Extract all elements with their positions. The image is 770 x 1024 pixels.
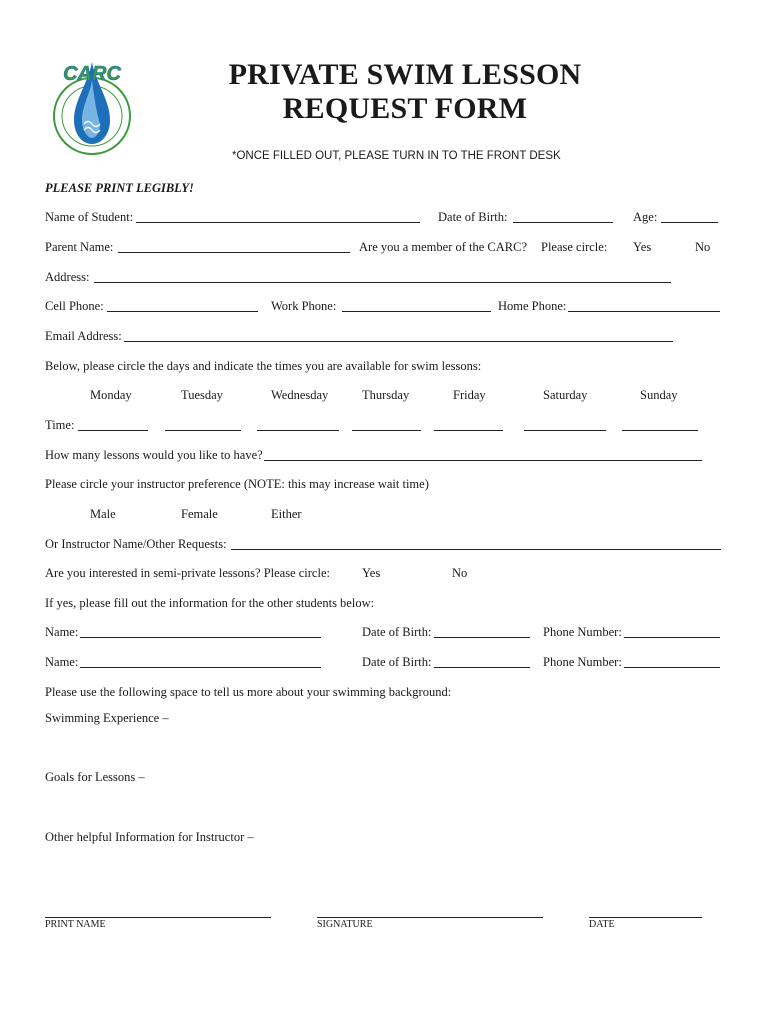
signature-label: SIGNATURE (317, 919, 373, 930)
other-student-1-name-label: Name: (45, 625, 79, 639)
print-legibly-note: PLEASE PRINT LEGIBLY! (45, 181, 194, 195)
time-field-saturday[interactable] (524, 430, 606, 431)
semi-private-no-option[interactable]: No (452, 566, 468, 580)
age-label: Age: (633, 210, 658, 224)
print-name-label: PRINT NAME (45, 919, 106, 930)
instructor-option-male[interactable]: Male (90, 507, 116, 521)
other-student-2-phone-field[interactable] (624, 667, 720, 668)
instructor-preference-prompt: Please circle your instructor preference (NOTE: this may increase wait time) (45, 477, 429, 491)
student-name-field[interactable] (136, 222, 420, 223)
member-no-option[interactable]: No (695, 240, 711, 254)
lessons-count-label: How many lessons would you like to have? (45, 448, 263, 462)
other-student-2-name-field[interactable] (80, 667, 321, 668)
form-title-line2: REQUEST FORM (282, 92, 528, 125)
time-field-monday[interactable] (78, 430, 148, 431)
print-name-field[interactable] (45, 917, 271, 918)
instructor-option-female[interactable]: Female (181, 507, 218, 521)
time-field-thursday[interactable] (352, 430, 421, 431)
address-label: Address: (45, 270, 90, 284)
date-label: DATE (589, 919, 615, 930)
logo-text: CARC (63, 63, 121, 85)
availability-prompt: Below, please circle the days and indicate the times you are available for swim lessons: (45, 359, 482, 373)
lessons-count-field[interactable] (264, 460, 702, 461)
dob-label: Date of Birth: (438, 210, 508, 224)
day-friday[interactable]: Friday (453, 388, 486, 402)
home-phone-label: Home Phone: (498, 299, 567, 313)
turn-in-note: *ONCE FILLED OUT, PLEASE TURN IN TO THE FRONT DESK (232, 150, 561, 162)
email-label: Email Address: (45, 329, 122, 343)
email-field[interactable] (124, 341, 673, 342)
cell-phone-label: Cell Phone: (45, 299, 104, 313)
day-monday[interactable]: Monday (90, 388, 132, 402)
semi-private-question: Are you interested in semi-private lessons? Please circle: (45, 566, 330, 580)
day-sunday[interactable]: Sunday (640, 388, 678, 402)
goals-label: Goals for Lessons – (45, 770, 145, 784)
carc-logo (44, 50, 140, 160)
other-requests-label: Or Instructor Name/Other Requests: (45, 537, 227, 551)
other-info-label: Other helpful Information for Instructor – (45, 830, 254, 844)
cell-phone-field[interactable] (107, 311, 258, 312)
home-phone-field[interactable] (568, 311, 720, 312)
parent-name-field[interactable] (118, 252, 350, 253)
semi-private-followup: If yes, please fill out the information for the other students below: (45, 596, 375, 610)
time-field-wednesday[interactable] (257, 430, 339, 431)
other-student-2-name-label: Name: (45, 655, 79, 669)
day-thursday[interactable]: Thursday (362, 388, 410, 402)
day-saturday[interactable]: Saturday (543, 388, 588, 402)
background-prompt: Please use the following space to tell us more about your swimming background: (45, 685, 452, 699)
time-field-tuesday[interactable] (165, 430, 241, 431)
time-label: Time: (45, 418, 75, 432)
swimming-experience-label: Swimming Experience – (45, 711, 169, 725)
dob-field[interactable] (513, 222, 613, 223)
instructor-option-either[interactable]: Either (271, 507, 302, 521)
other-student-1-dob-field[interactable] (434, 637, 530, 638)
other-student-2-phone-label: Phone Number: (543, 655, 622, 669)
other-student-1-name-field[interactable] (80, 637, 321, 638)
other-student-1-dob-label: Date of Birth: (362, 625, 432, 639)
other-requests-field[interactable] (231, 549, 721, 550)
other-student-1-phone-label: Phone Number: (543, 625, 622, 639)
age-field[interactable] (661, 222, 718, 223)
semi-private-yes-option[interactable]: Yes (362, 566, 381, 580)
student-name-label: Name of Student: (45, 210, 134, 224)
work-phone-label: Work Phone: (271, 299, 337, 313)
address-field[interactable] (94, 282, 671, 283)
signature-field[interactable] (317, 917, 543, 918)
parent-name-label: Parent Name: (45, 240, 114, 254)
member-question: Are you a member of the CARC? (359, 240, 528, 254)
day-tuesday[interactable]: Tuesday (181, 388, 223, 402)
member-please-circle: Please circle: (541, 240, 608, 254)
other-student-2-dob-field[interactable] (434, 667, 530, 668)
form-title-line1: PRIVATE SWIM LESSON (228, 58, 582, 91)
time-field-sunday[interactable] (622, 430, 698, 431)
day-wednesday[interactable]: Wednesday (271, 388, 329, 402)
other-student-2-dob-label: Date of Birth: (362, 655, 432, 669)
other-student-1-phone-field[interactable] (624, 637, 720, 638)
member-yes-option[interactable]: Yes (633, 240, 652, 254)
time-field-friday[interactable] (434, 430, 503, 431)
date-field[interactable] (589, 917, 702, 918)
work-phone-field[interactable] (342, 311, 491, 312)
